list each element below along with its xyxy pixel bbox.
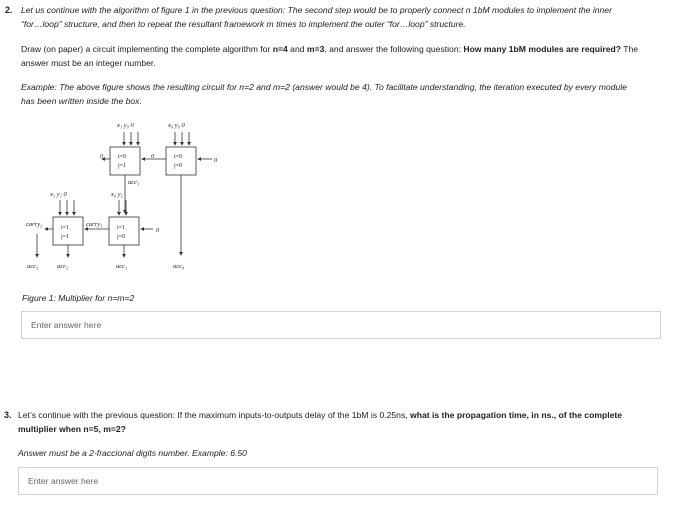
acc1-label: acc₁	[116, 263, 128, 270]
question-3-number: 3.	[4, 410, 12, 420]
question-3-line-1	[18, 408, 688, 422]
carry1-label: carry₁	[86, 221, 103, 228]
acc3-label: acc₃	[27, 263, 39, 270]
box-bl-i: i=1	[61, 225, 70, 231]
zero-label-mid: 0	[151, 153, 155, 160]
module-box-i0-j1	[110, 147, 140, 175]
box-tl-i: i=0	[118, 154, 127, 160]
inputs-x0-y0-label: x₀ y₀ 0	[168, 122, 185, 129]
acc1-mid-label: acc₁	[128, 179, 140, 186]
zero-label-tr: 0	[214, 157, 218, 164]
figure-caption: Figure 1: Multiplier for n=m=2	[22, 293, 135, 303]
question-2-instructions-line-2: answer must be an integer number.	[21, 58, 156, 68]
n-value: n=4	[272, 44, 288, 54]
question-3-answer-input[interactable]	[26, 475, 657, 487]
instructions-and: and	[287, 44, 307, 54]
instructions-text: Draw (on paper) a circuit implementing the complete algorithm for	[21, 44, 273, 54]
box-tr-i: i=0	[174, 154, 183, 160]
question-3-prompt-part-1: what is the propagation time, in ns., of the complete	[410, 410, 623, 420]
question-3-line-2	[18, 422, 688, 436]
question-3-format-hint: Answer must be a 2-fraccional digits number. Example: 6.50	[18, 448, 247, 458]
question-3-text	[18, 408, 688, 436]
box-br-i: i=1	[117, 225, 126, 231]
module-box-i1-j0	[109, 217, 139, 245]
box-tl-j: j=1	[118, 163, 127, 169]
question-2-intro-line-2: “for…loop” structure, and then to repeat the resultant framework m times to implement the outer “for…loop” structure.	[21, 19, 466, 29]
carry2-label: carry₂	[26, 221, 43, 228]
question-2-example-line-2: has been written inside the box.	[21, 96, 142, 106]
m-value: m=3	[306, 44, 325, 54]
module-box-i0-j0	[166, 147, 196, 175]
question-3-intro: Let’s continue with the previous question: If the maximum inputs-to-outputs delay of the 1bM is 0.25ns,	[18, 410, 411, 420]
question-2-prompt: How many 1bM modules are required?	[463, 44, 621, 54]
box-bl-j: j=1	[61, 234, 70, 240]
instructions-mid: , and answer the following question:	[324, 44, 464, 54]
question-2-intro-line-1: Let us continue with the algorithm of figure 1 in the previous question: The second step would be to properly connect n 1bM modules to implement the inner	[21, 5, 612, 15]
question-2-example-line-1: Example: The above figure shows the resulting circuit for n=2 and m=2 (answer would be 4). To facilitate understanding, the iteration executed by every module	[21, 82, 627, 92]
acc0-label: acc₀	[173, 263, 185, 270]
instructions-post: The	[620, 44, 639, 54]
inputs-x1-y1-label: x₁ y₁ 0	[50, 191, 67, 198]
question-2-answer-box[interactable]	[21, 311, 661, 339]
inputs-x1-y0-label: x₁ y₀ 0	[117, 122, 134, 129]
zero-label-tl: 0	[100, 153, 104, 160]
module-box-i1-j1	[53, 217, 83, 245]
question-3-prompt-part-2: multiplier when n=5, m=2?	[18, 424, 126, 434]
box-tr-j: j=0	[174, 163, 183, 169]
inputs-x0-y1-label: x₀ y₁	[111, 191, 123, 198]
question-2-number: 2.	[5, 5, 13, 15]
question-3-answer-box[interactable]	[18, 467, 658, 495]
box-br-j: j=0	[117, 234, 126, 240]
zero-label-br: 0	[156, 227, 160, 234]
question-2-answer-input[interactable]	[29, 319, 660, 331]
acc2-label: acc₂	[57, 263, 69, 270]
